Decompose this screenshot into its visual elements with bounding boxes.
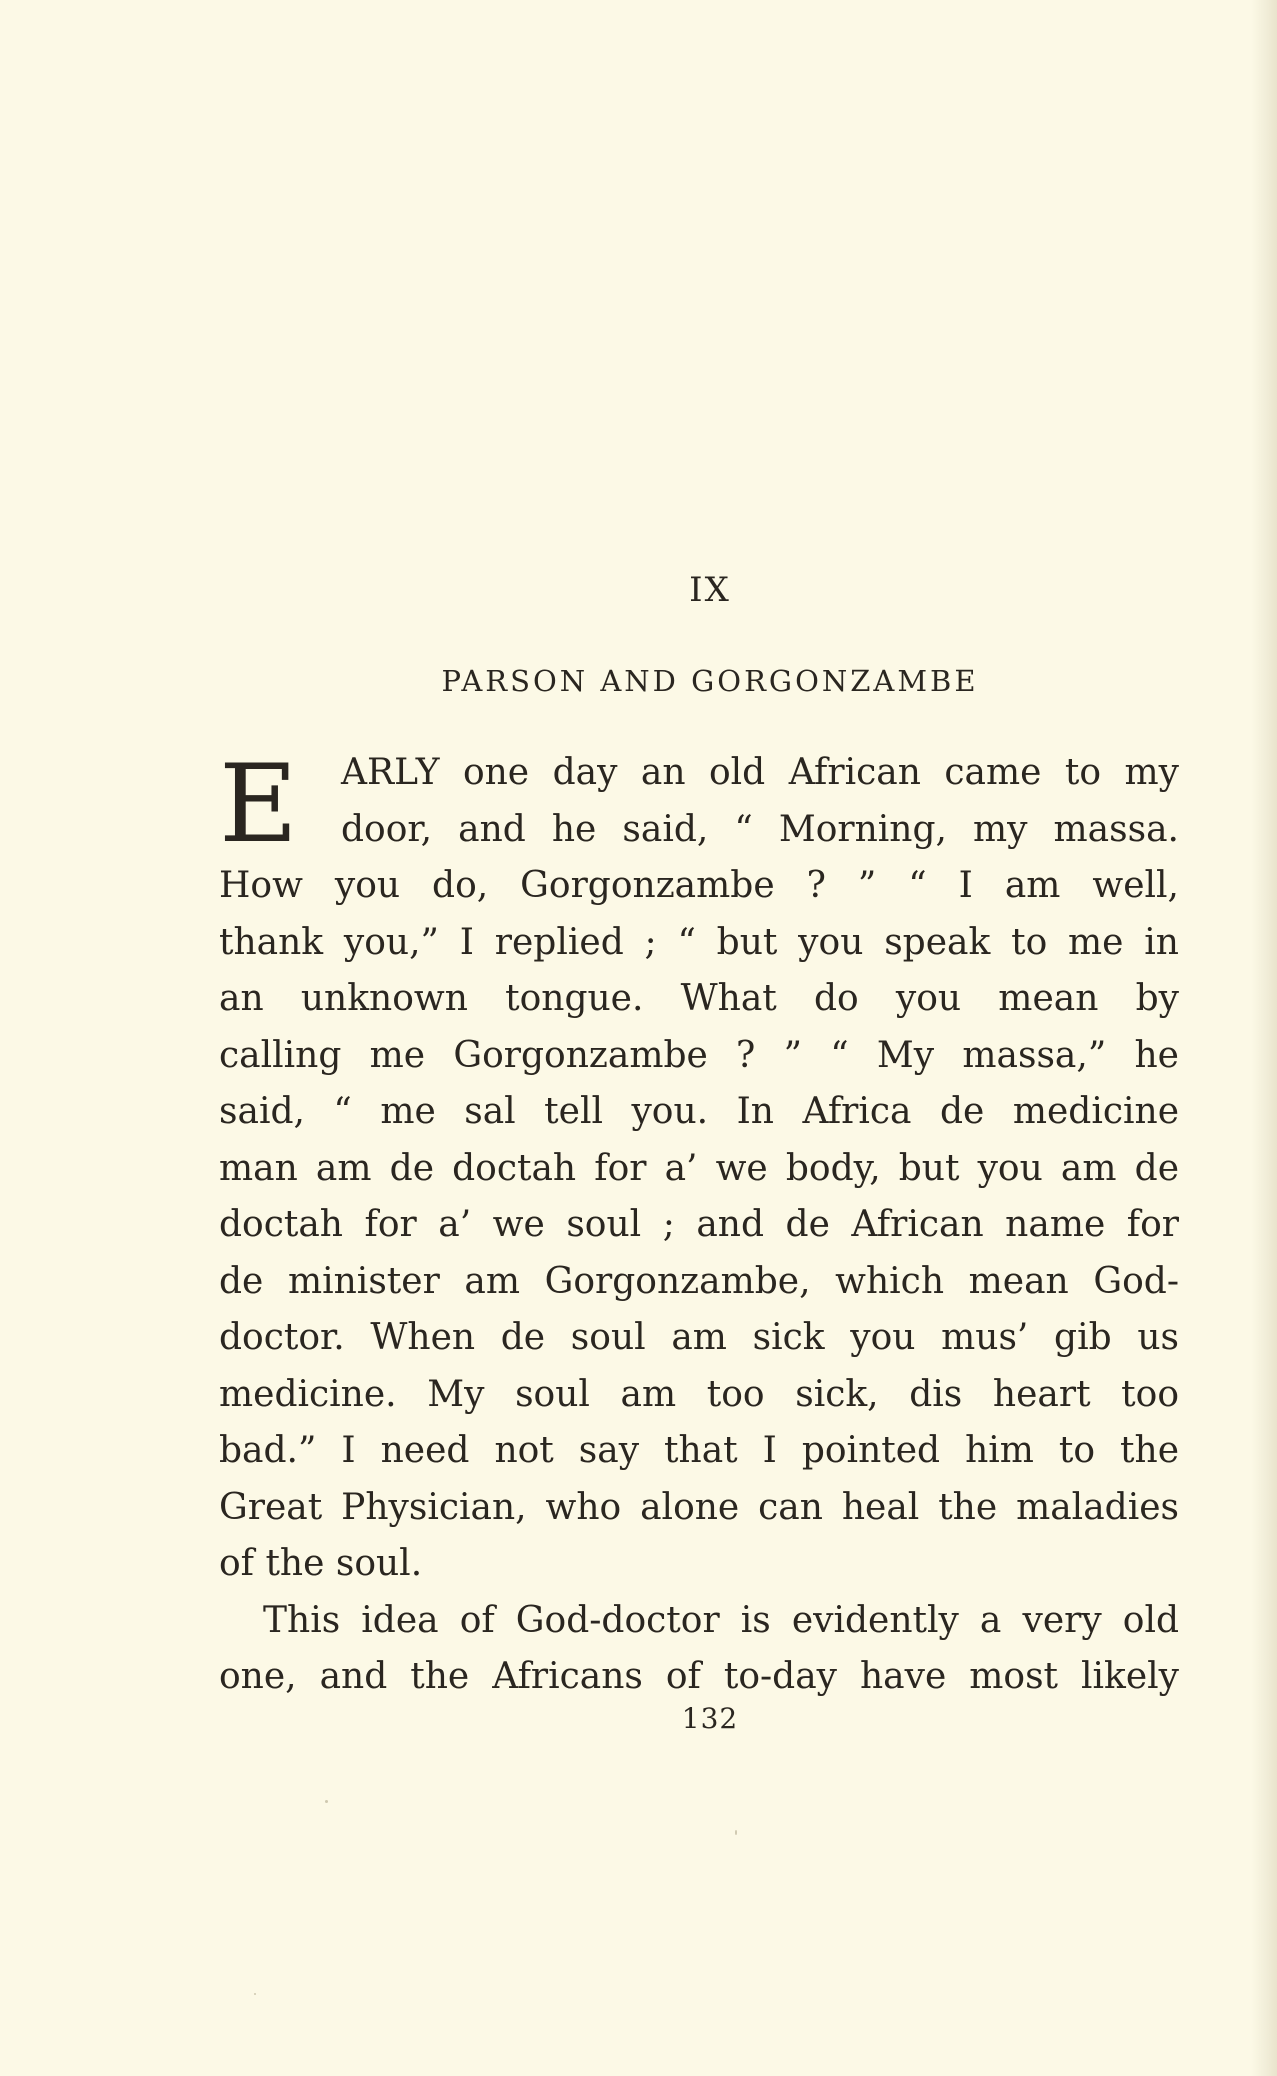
text-line: This idea of God-doctor is evidently a very old — [263, 1599, 1179, 1641]
text-line: de minister am Gorgonzambe, which mean God- — [219, 1260, 1179, 1302]
text-line: calling me Gorgonzambe ? ” “ My massa,” he — [219, 1034, 1179, 1076]
chapter-number: IX — [689, 570, 731, 610]
text-line: medicine. My soul am too sick, dis heart too — [219, 1373, 1179, 1415]
text-line: one, and the Africans of to-day have most likely — [219, 1656, 1179, 1697]
page-edge — [1251, 0, 1277, 2076]
text-line: Great Physician, who alone can heal the maladies — [219, 1486, 1179, 1528]
paper-speck — [254, 1993, 256, 1995]
text-line: door, and he said, “ Morning, my massa. — [341, 808, 1179, 850]
text-line: thank you,” I replied ; “ but you speak to me in — [219, 921, 1179, 963]
text-line: doctor. When de soul am sick you mus’ gib us — [219, 1317, 1179, 1358]
text-line: How you do, Gorgonzambe ? ” “ I am well, — [219, 865, 1179, 906]
paper-speck — [735, 1830, 737, 1835]
text-line: ARLY one day an old African came to my — [341, 752, 1179, 793]
text-line: bad.” I need not say that I pointed him to the — [219, 1430, 1179, 1471]
text-line: an unknown tongue. What do you mean by — [219, 978, 1179, 1019]
body-text — [219, 742, 1179, 1706]
paper-speck — [325, 1800, 328, 1803]
text-line: of the soul. — [219, 1543, 423, 1584]
paragraph-second — [219, 1593, 1179, 1706]
text-line: said, “ me sal tell you. In Africa de medicine — [219, 1091, 1179, 1132]
paragraph-first — [219, 742, 1179, 1593]
text-line: doctah for a’ we soul ; and de African name for — [219, 1204, 1179, 1245]
drop-cap: E — [219, 742, 298, 867]
text-line: man am de doctah for a’ we body, but you am de — [219, 1147, 1179, 1189]
chapter-title: PARSON AND GORGONZAMBE — [441, 664, 979, 698]
page-number: 132 — [681, 1702, 739, 1735]
